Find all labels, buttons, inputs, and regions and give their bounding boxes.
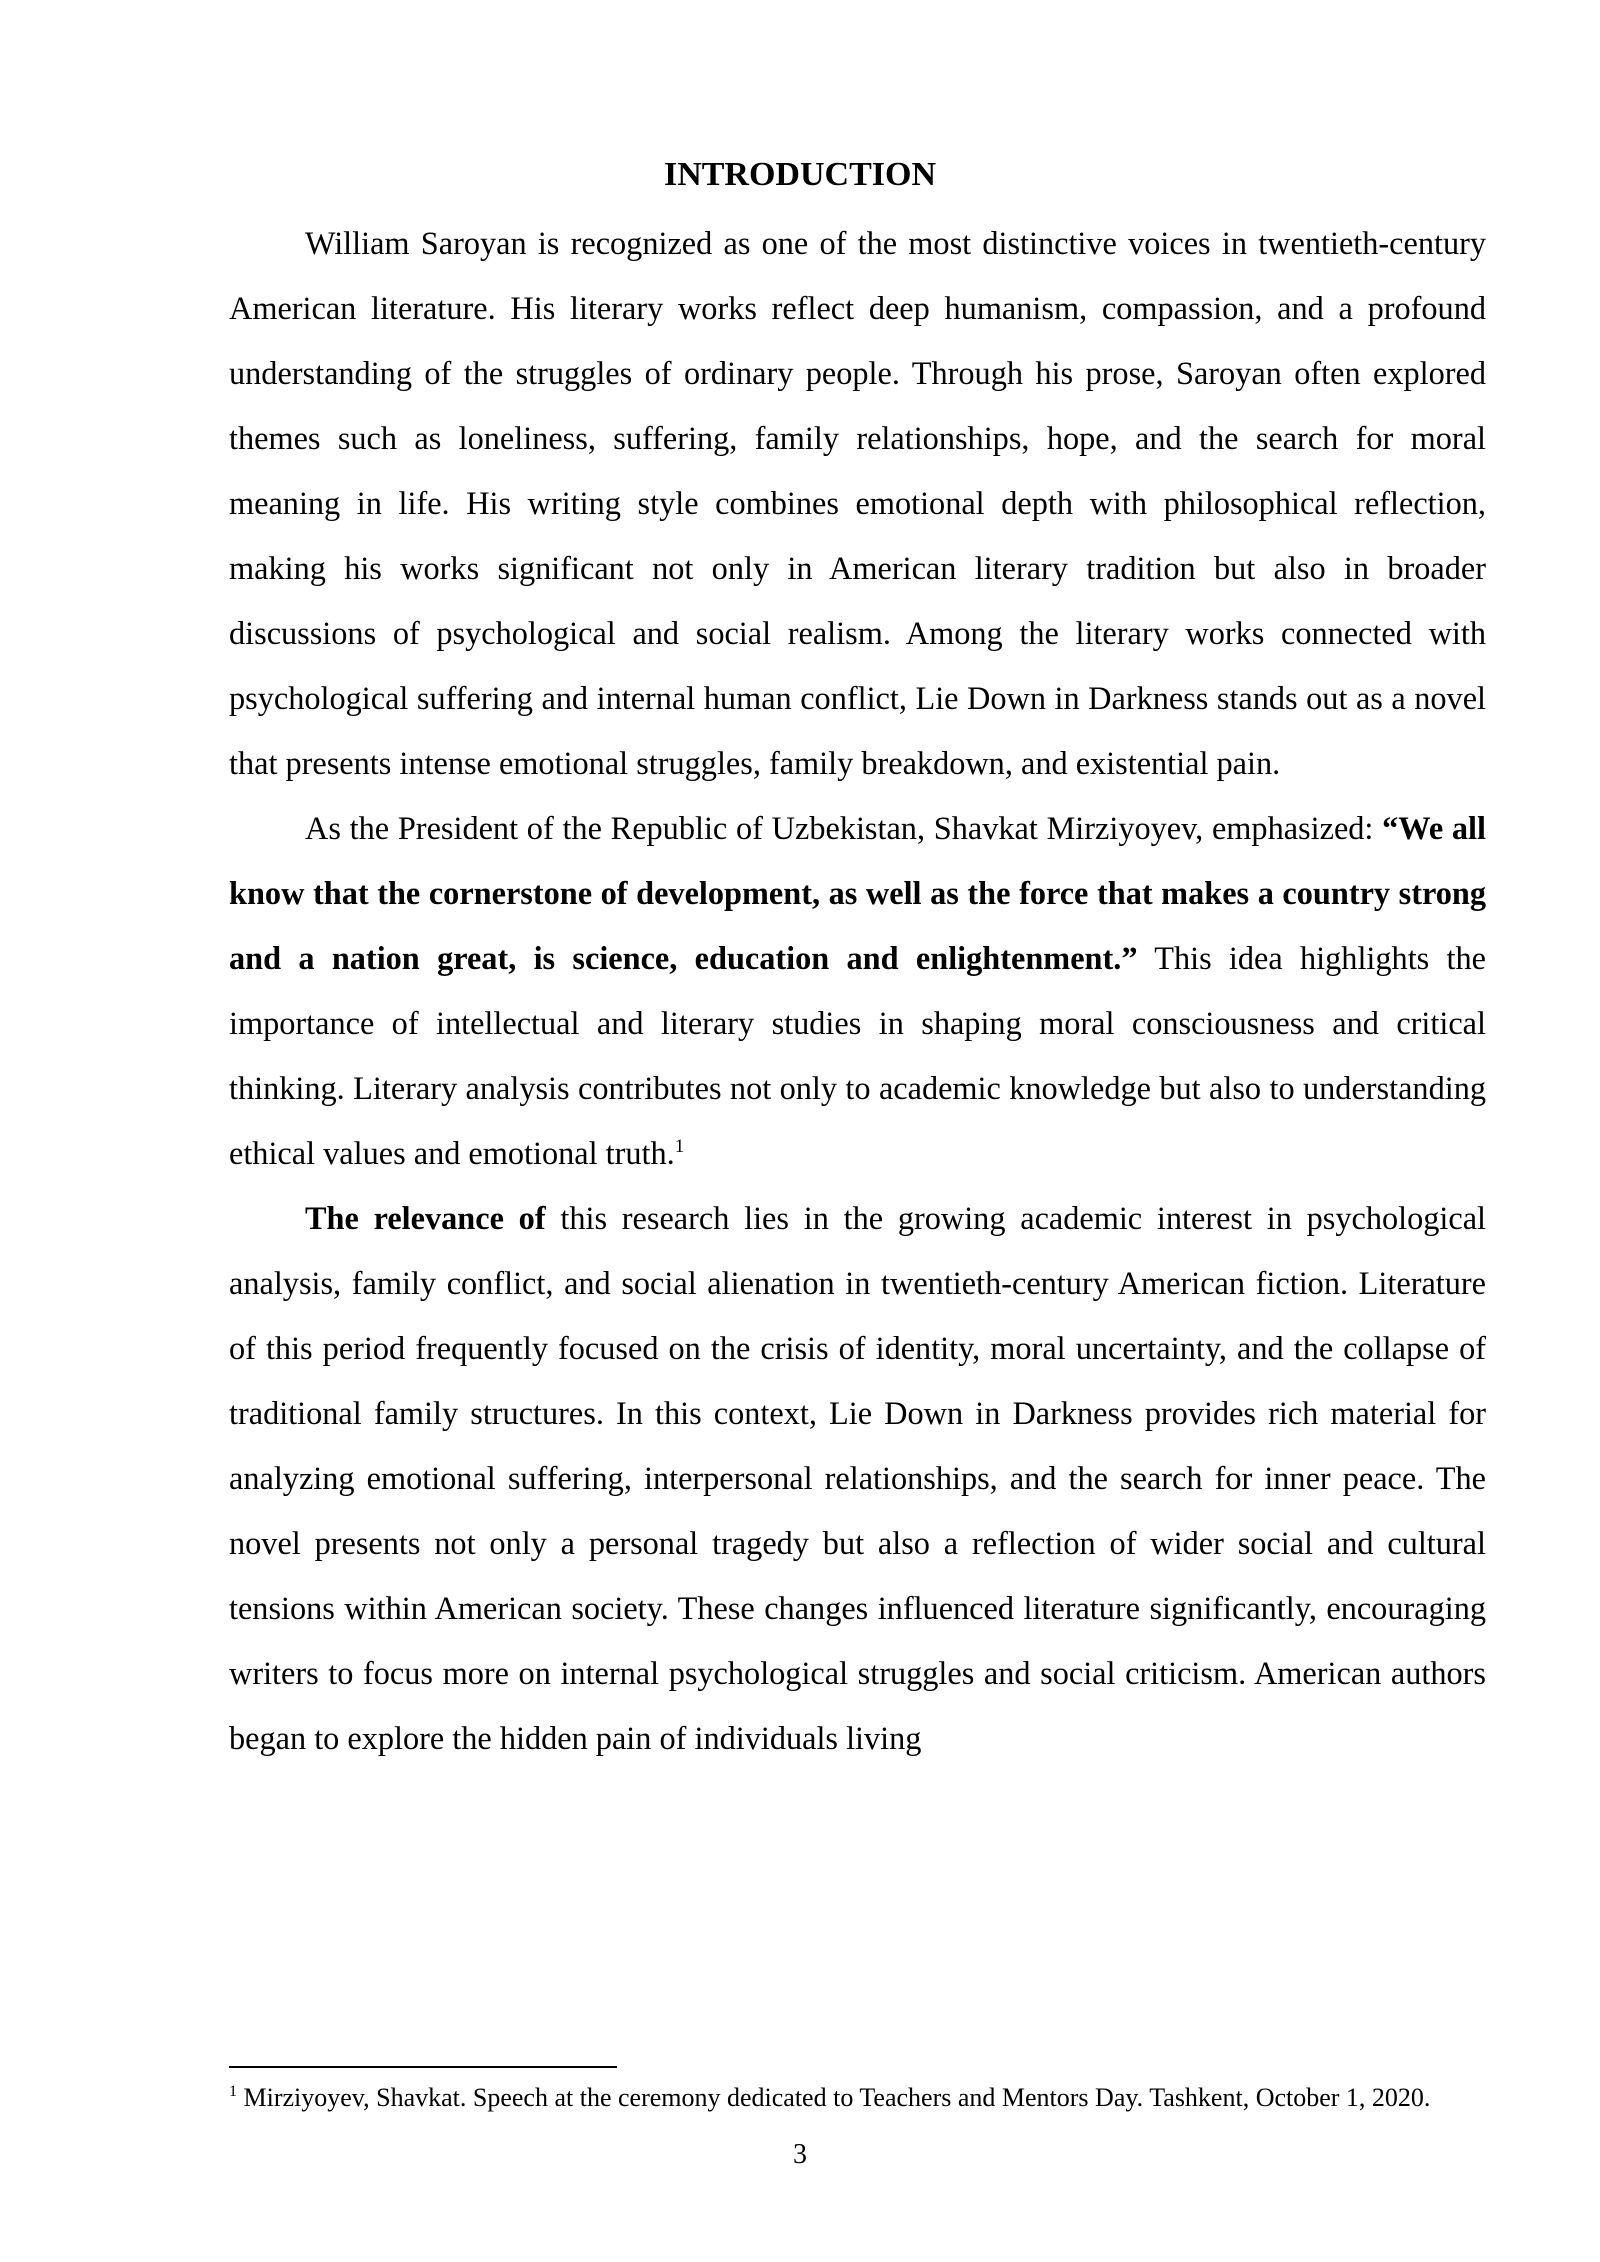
page-number: 3 xyxy=(793,2139,807,2170)
relevance-text: this research lies in the growing academic interest in psychological analysis, family conflict, and social alienation in twentieth-century American fiction. Literature of this period frequently focused on the crisis of identity, moral uncertainty, and the collapse of traditional family structures. In this context, Lie Down in Darkness provides rich material for analyzing emotional suffering, interpersonal relationships, and the search for inner peace. The novel presents not only a personal tragedy but also a reflection of wider social and cultural tensions within American society. These changes influenced literature significantly, encouraging writers to focus more on internal psychological struggles and social criticism. American authors began to explore the hidden pain of individuals living xyxy=(229,1200,1486,1756)
section-heading: INTRODUCTION xyxy=(663,156,937,193)
relevance-lead: The relevance of xyxy=(305,1200,546,1236)
footnote xyxy=(229,2081,1486,2115)
president-quote: “We all know that the cornerstone of development, as well as the force that makes a country strong and a nation great, is science, education and enlightenment.” xyxy=(229,810,1486,976)
footnote-separator xyxy=(229,2066,617,2068)
footnote-text: Mirziyoyev, Shavkat. Speech at the ceremony dedicated to Teachers and Mentors Day. Tashkent, October 1, 2020. xyxy=(237,2083,1431,2112)
footnote-marker: 1 xyxy=(229,2083,237,2100)
body-text xyxy=(229,211,1486,1771)
paragraph-president-quote xyxy=(229,796,1486,1186)
footnote-reference: 1 xyxy=(674,1136,685,1157)
quote-intro-text: As the President of the Republic of Uzbekistan, Shavkat Mirziyoyev, emphasized: xyxy=(305,810,1383,846)
paragraph-relevance xyxy=(229,1186,1486,1771)
paragraph-introduction: William Saroyan is recognized as one of the most distinctive voices in twentieth-century American literature. His literary works reflect deep humanism, compassion, and a profound understanding of the struggles of ordinary people. Through his prose, Saroyan often explored themes such as loneliness, suffering, family relationships, hope, and the search for moral meaning in life. His writing style combines emotional depth with philosophical reflection, making his works significant not only in American literary tradition but also in broader discussions of psychological and social realism. Among the literary works connected with psychological suffering and internal human conflict, Lie Down in Darkness stands out as a novel that presents intense emotional struggles, family breakdown, and existential pain. xyxy=(229,225,1486,781)
quote-commentary-text: This idea highlights the importance of intellectual and literary studies in shaping moral consciousness and critical thinking. Literary analysis contributes not only to academic knowledge but also to understanding ethical values and emotional truth. xyxy=(229,940,1486,1171)
